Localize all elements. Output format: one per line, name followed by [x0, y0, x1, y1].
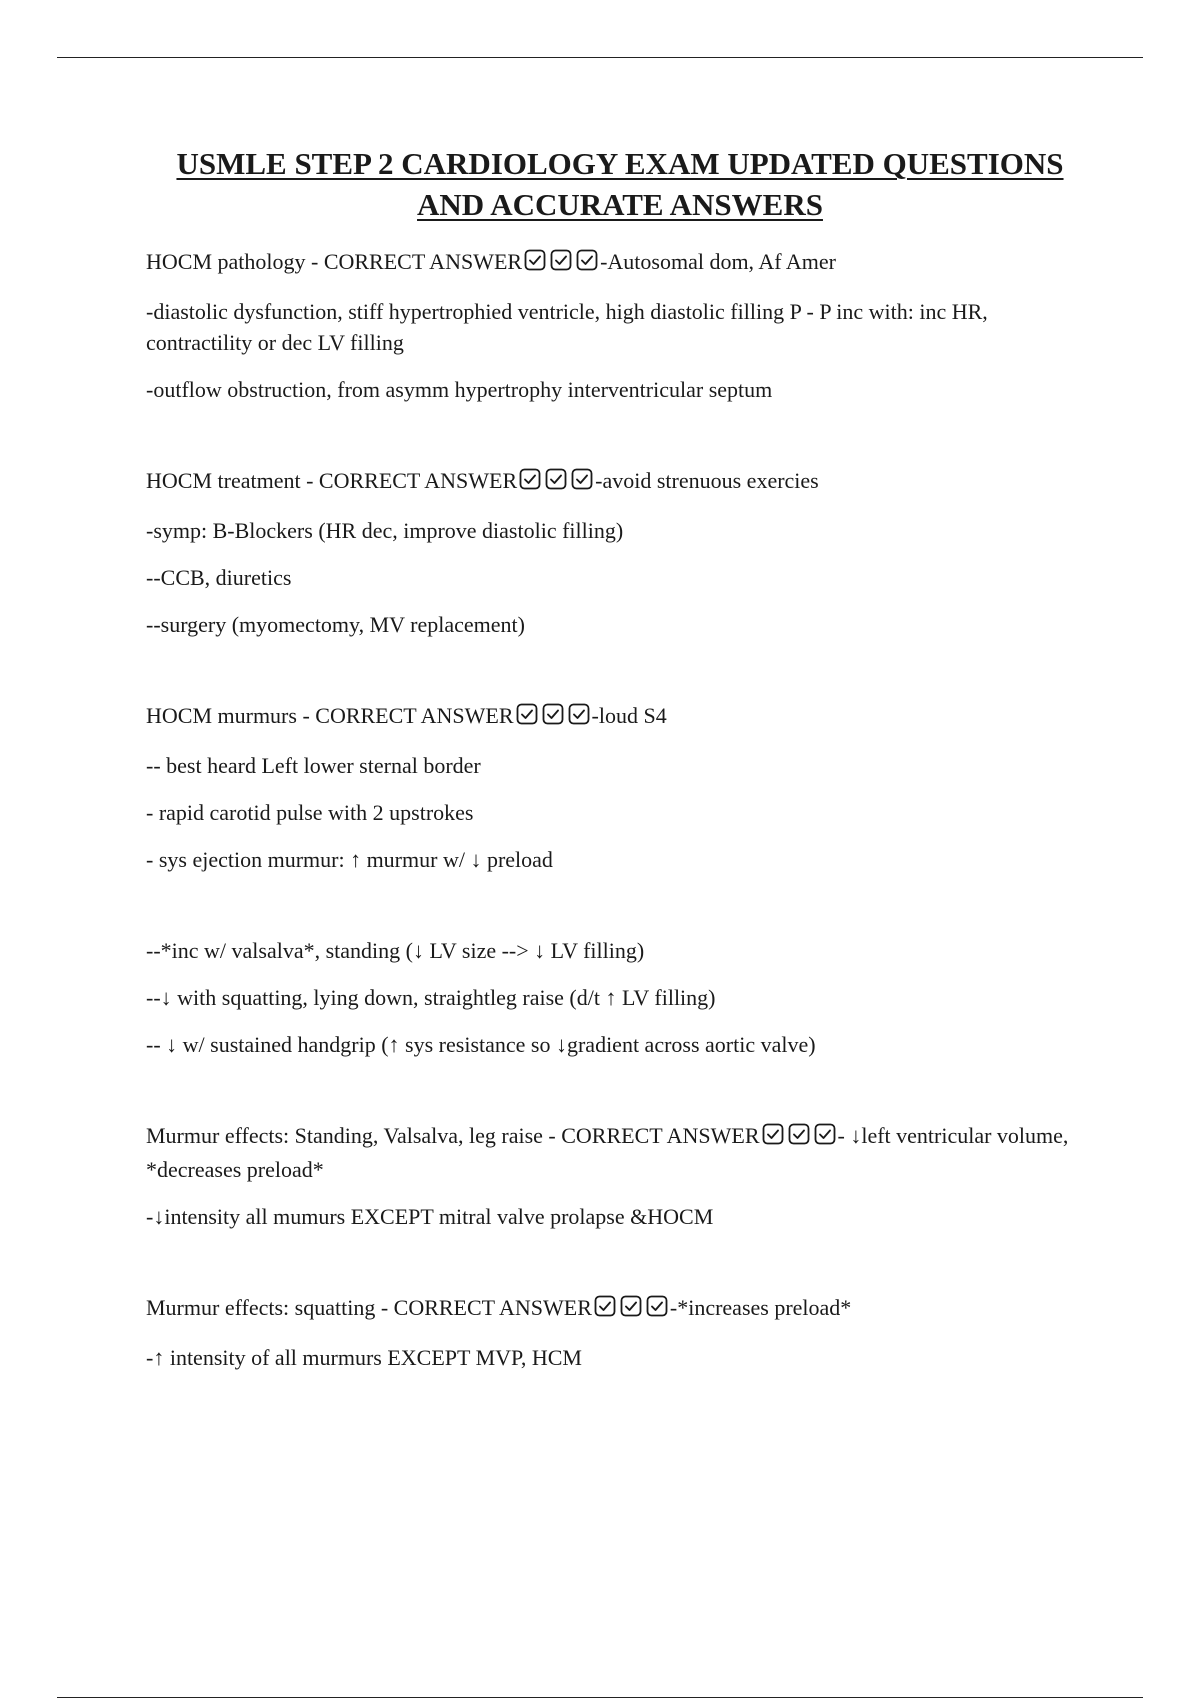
flashcard [146, 246, 1096, 405]
answer-text: -loud S4 [591, 703, 667, 728]
checkbox-checked-icon [620, 1295, 642, 1317]
checkbox-checked-icon [646, 1295, 668, 1317]
title-line-2: AND ACCURATE ANSWERS [417, 187, 823, 222]
answer-line: -↓intensity all mumurs EXCEPT mitral valve prolapse &HOCM [146, 1204, 714, 1229]
answer-line: -↑ intensity of all murmurs EXCEPT MVP, HCM [146, 1345, 582, 1370]
flashcard [146, 1120, 1096, 1232]
checkbox-checked-icon [568, 703, 590, 725]
answer-line: -- ↓ w/ sustained handgrip (↑ sys resistance so ↓gradient across aortic valve) [146, 1032, 816, 1057]
flashcard [146, 465, 1096, 640]
answer-line: -diastolic dysfunction, stiff hypertrophied ventricle, high diastolic filling P - P inc with: inc HR, contractility or dec LV filling [146, 299, 988, 355]
question-text: HOCM pathology - CORRECT ANSWER [146, 249, 523, 274]
checkmark-group [760, 1123, 838, 1154]
document-title [150, 143, 1090, 225]
checkbox-checked-icon [542, 703, 564, 725]
checkbox-checked-icon [550, 249, 572, 271]
top-rule [57, 57, 1143, 58]
checkmark-group [592, 1295, 670, 1326]
checkmark-group [517, 468, 595, 499]
answer-text: -avoid strenuous exercies [595, 468, 819, 493]
flashcard [146, 700, 1096, 1060]
flashcard [146, 1292, 1096, 1373]
answer-text: - ↓left ventricular volume, *decreases preload* [146, 1123, 1069, 1182]
checkbox-checked-icon [571, 468, 593, 490]
answer-text: -Autosomal dom, Af Amer [600, 249, 836, 274]
checkmark-group [522, 249, 600, 280]
checkbox-checked-icon [576, 249, 598, 271]
answer-line: --*inc w/ valsalva*, standing (↓ LV size --> ↓ LV filling) [146, 938, 645, 963]
checkbox-checked-icon [788, 1123, 810, 1145]
answer-text: -*increases preload* [669, 1295, 852, 1320]
checkbox-checked-icon [762, 1123, 784, 1145]
answer-line: --CCB, diuretics [146, 565, 292, 590]
checkbox-checked-icon [524, 249, 546, 271]
title-line-1: USMLE STEP 2 CARDIOLOGY EXAM UPDATED QUESTIONS [176, 146, 1064, 181]
flashcard-list [146, 246, 1096, 1389]
answer-line: - rapid carotid pulse with 2 upstrokes [146, 800, 474, 825]
answer-line: - sys ejection murmur: ↑ murmur w/ ↓ preload [146, 847, 553, 872]
checkbox-checked-icon [545, 468, 567, 490]
answer-line: --↓ with squatting, lying down, straightleg raise (d/t ↑ LV filling) [146, 985, 716, 1010]
checkbox-checked-icon [516, 703, 538, 725]
question-line [146, 465, 1096, 499]
question-line [146, 246, 1096, 280]
question-line [146, 1120, 1096, 1185]
checkbox-checked-icon [519, 468, 541, 490]
checkmark-group [514, 703, 592, 734]
checkbox-checked-icon [814, 1123, 836, 1145]
answer-line: -- best heard Left lower sternal border [146, 753, 481, 778]
question-text: HOCM murmurs - CORRECT ANSWER [146, 703, 514, 728]
bottom-rule [57, 1697, 1143, 1698]
checkbox-checked-icon [594, 1295, 616, 1317]
answer-line: --surgery (myomectomy, MV replacement) [146, 612, 525, 637]
answer-line: -symp: B-Blockers (HR dec, improve diastolic filling) [146, 518, 624, 543]
answer-line: -outflow obstruction, from asymm hypertrophy interventricular septum [146, 377, 773, 402]
question-text: Murmur effects: Standing, Valsalva, leg raise - CORRECT ANSWER [146, 1123, 760, 1148]
question-text: HOCM treatment - CORRECT ANSWER [146, 468, 518, 493]
question-text: Murmur effects: squatting - CORRECT ANSWER [146, 1295, 592, 1320]
question-line [146, 700, 1096, 734]
question-line [146, 1292, 1096, 1326]
